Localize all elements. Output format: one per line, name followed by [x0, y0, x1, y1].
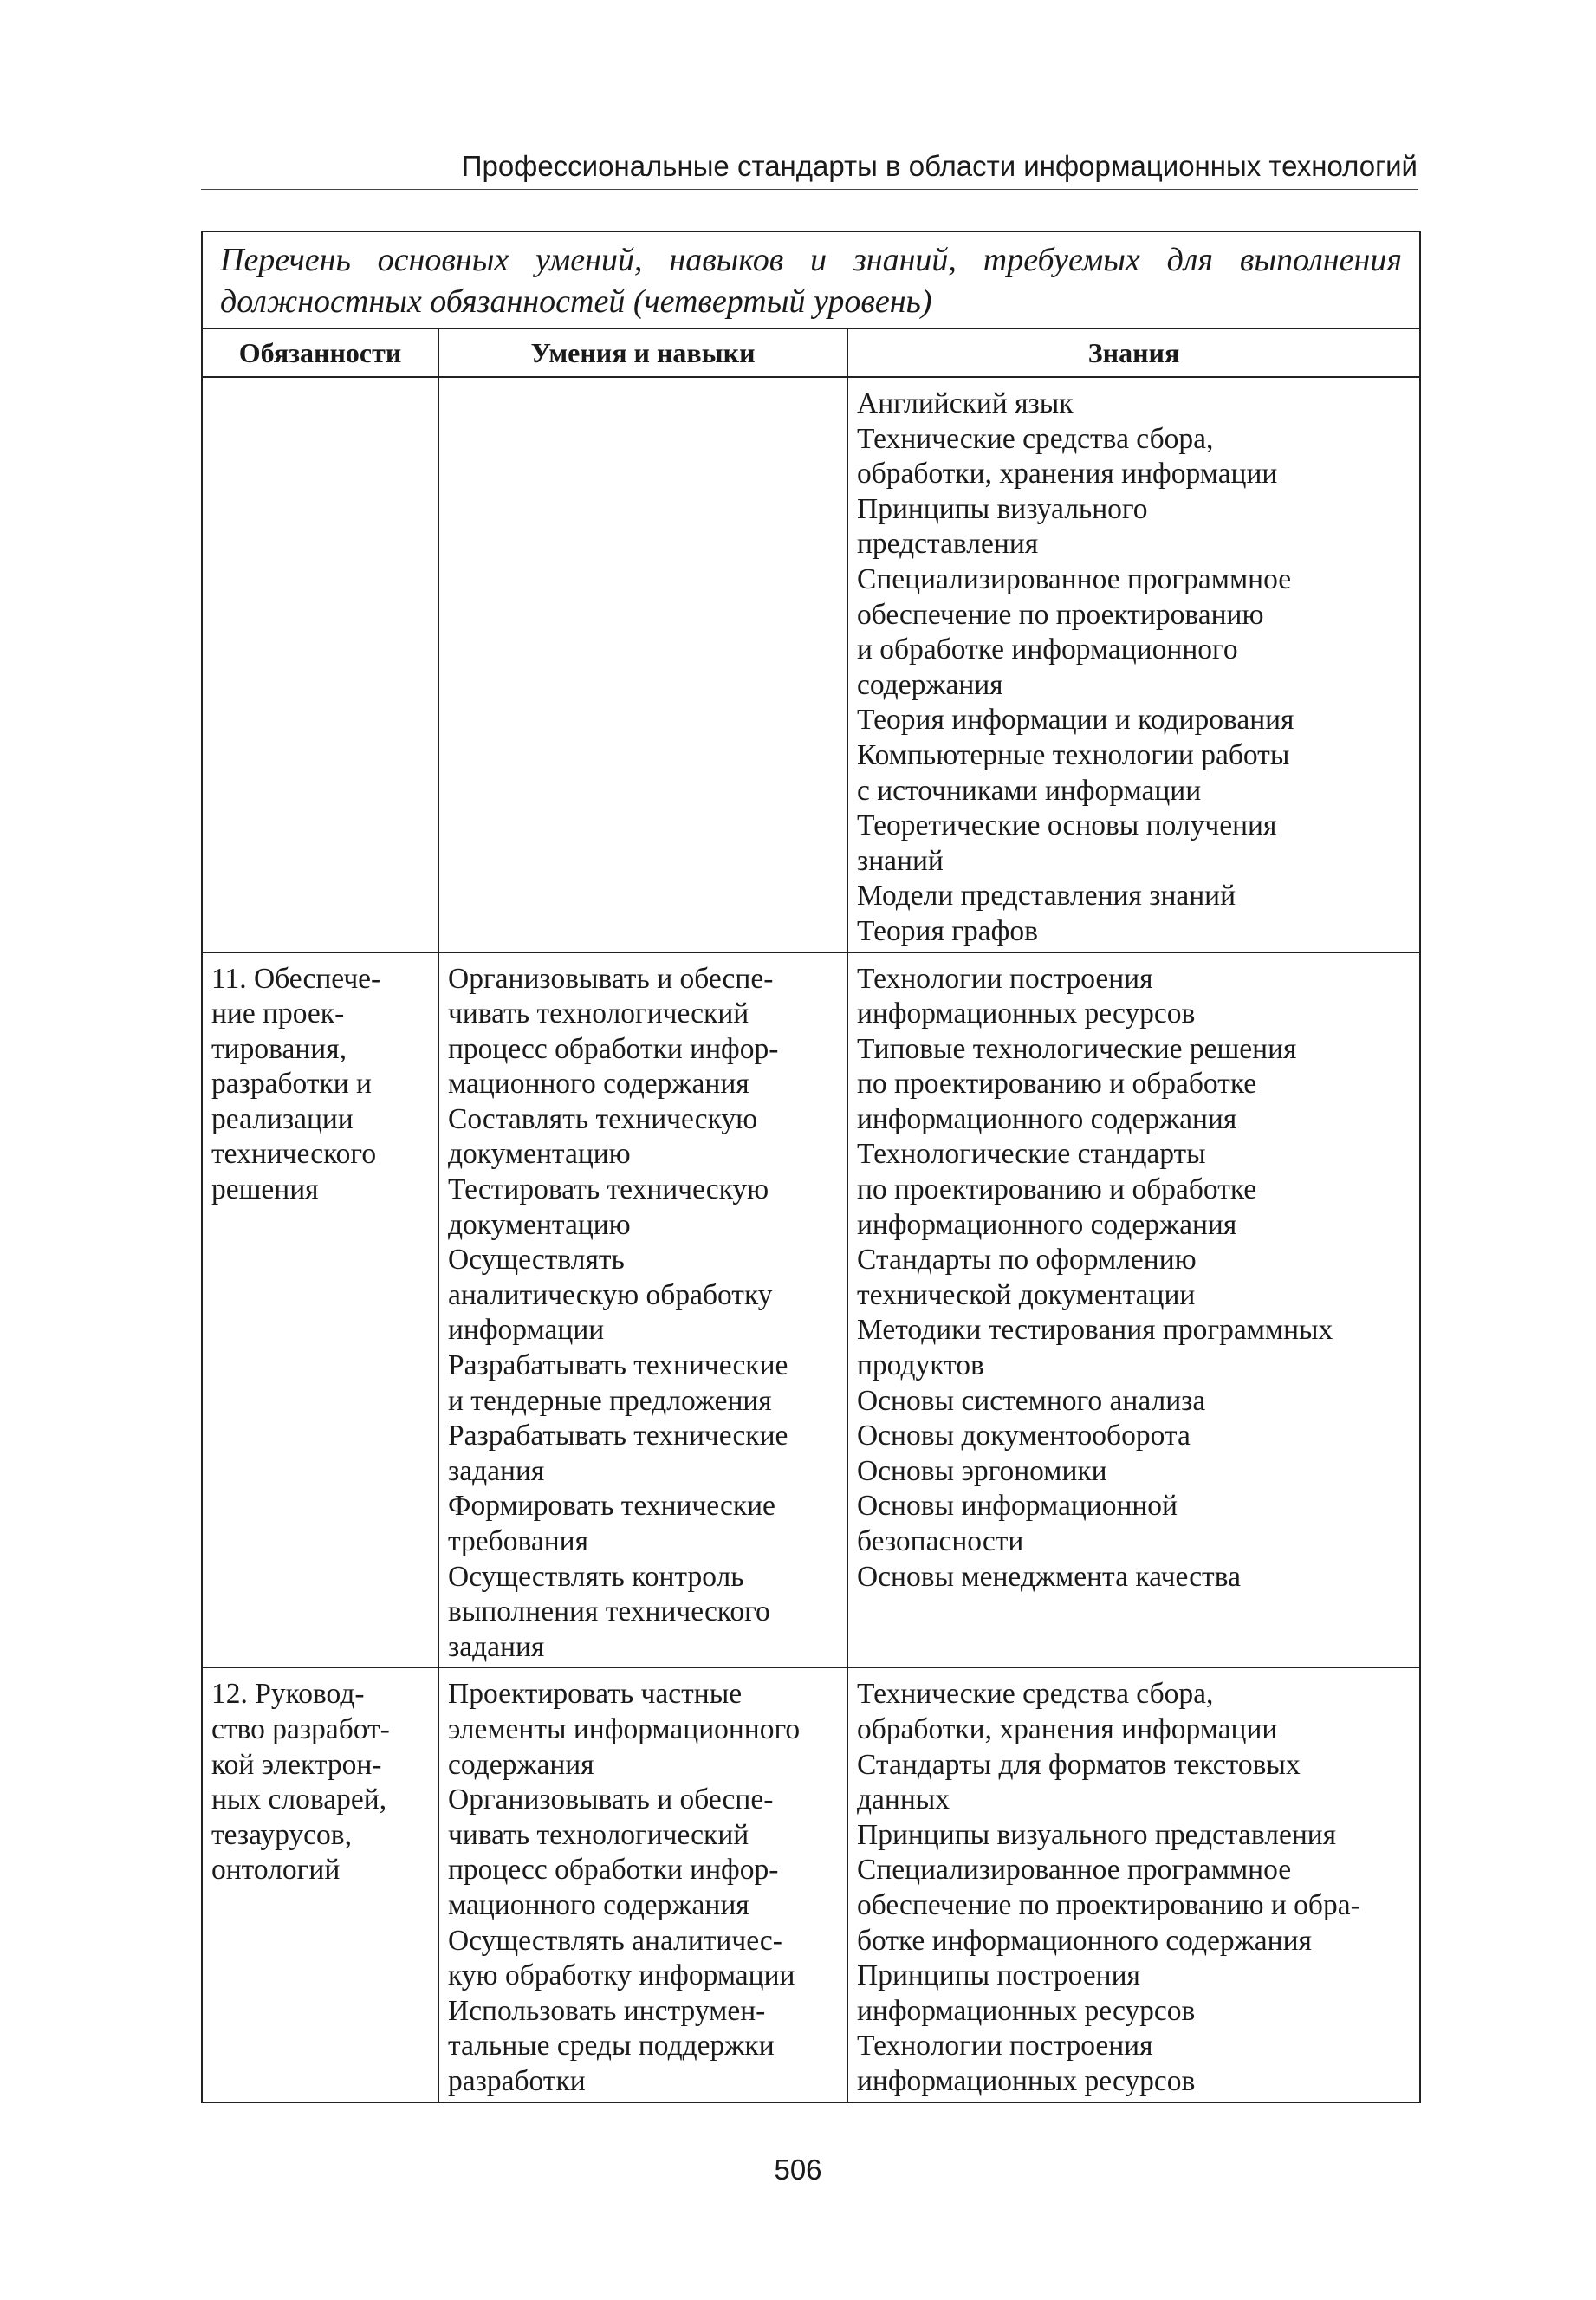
cell-line: информационного содержания [857, 1102, 1237, 1135]
cell-line: обеспечение по проектированию [857, 598, 1264, 631]
cell-line: с источниками информации [857, 774, 1202, 807]
cell-line: разработки [448, 2064, 586, 2097]
skills-cell [438, 952, 847, 1668]
cell-line: Составлять техническую [448, 1102, 758, 1135]
cell-line: выполнения технического [448, 1595, 770, 1628]
cell-line: задания [448, 1630, 545, 1663]
cell-line: тезаурусов, [211, 1818, 352, 1851]
cell-line: Основы системного анализа [857, 1384, 1206, 1417]
table-body [202, 377, 1420, 2102]
duties-skills-knowledge-table [201, 231, 1421, 2103]
cell-line: Специализированное программное [857, 562, 1292, 595]
cell-line: Осуществлять контроль [448, 1560, 744, 1593]
cell-line: Теория информации и кодирования [857, 704, 1294, 737]
cell-line: Стандарты по оформлению [857, 1244, 1197, 1277]
cell-line: онтологий [211, 1854, 341, 1887]
cell-line: Организовывать и обеспе- [448, 962, 774, 995]
table-caption: Перечень основных умений, навыков и знаний, требуемых для выполнения должностных обязанностей (четвертый уровень) [202, 231, 1420, 328]
cell-line: мационного содержания [448, 1068, 749, 1101]
cell-line: тальные среды поддержки [448, 2030, 775, 2063]
cell-line: обработки, хранения информации [857, 1712, 1278, 1745]
table-row [202, 377, 1420, 952]
cell-line: задания [448, 1454, 545, 1487]
duties-cell [202, 952, 438, 1668]
cell-line: представления [857, 528, 1039, 561]
duties-cell [202, 377, 438, 952]
cell-line: реализации [211, 1102, 354, 1135]
cell-line: ство разработ- [211, 1712, 390, 1745]
skills-cell [438, 1667, 847, 2102]
cell-line: обработки, хранения информации [857, 458, 1278, 491]
cell-line: кой электрон- [211, 1748, 382, 1781]
cell-line: технического [211, 1138, 377, 1171]
cell-line: технической документации [857, 1278, 1196, 1311]
cell-line: знаний [857, 844, 944, 877]
cell-line: Модели представления знаний [857, 880, 1236, 913]
cell-line: Основы менеджмента качества [857, 1560, 1241, 1593]
cell-line: Осуществлять [448, 1244, 625, 1277]
cell-line: Типовые технологические решения [857, 1032, 1297, 1065]
cell-line: информационного содержания [857, 1208, 1237, 1241]
cell-line: ботке информационного содержания [857, 1924, 1312, 1957]
cell-line: аналитическую обработку [448, 1278, 773, 1311]
cell-line: Разрабатывать технические [448, 1420, 788, 1452]
cell-line: Принципы построения [857, 1959, 1140, 1992]
cell-line: ние проек- [211, 997, 345, 1030]
cell-line: кую обработку информации [448, 1959, 795, 1992]
cell-line: 11. Обеспече- [211, 962, 381, 995]
cell-line: Стандарты для форматов текстовых [857, 1748, 1301, 1781]
cell-line: Основы эргономики [857, 1454, 1107, 1487]
cell-line: Технологические стандарты [857, 1138, 1206, 1171]
cell-line: и тендерные предложения [448, 1384, 772, 1417]
knowledge-cell [847, 377, 1420, 952]
cell-line: требования [448, 1525, 588, 1557]
cell-line: документацию [448, 1138, 631, 1171]
cell-line: содержания [448, 1748, 594, 1781]
knowledge-cell [847, 1667, 1420, 2102]
column-header-duties: Обязанности [202, 328, 438, 377]
cell-line: Формировать технические [448, 1490, 775, 1523]
cell-line: по проектированию и обработке [857, 1173, 1257, 1206]
cell-line: информационных ресурсов [857, 2064, 1196, 2097]
cell-line: тирования, [211, 1032, 347, 1065]
cell-line: Английский язык [857, 387, 1074, 419]
skills-cell [438, 377, 847, 952]
cell-line: Компьютерные технологии работы [857, 738, 1290, 771]
cell-line: Тестировать техническую [448, 1173, 769, 1206]
cell-line: по проектированию и обработке [857, 1068, 1257, 1101]
cell-line: чивать технологический [448, 1818, 749, 1851]
cell-line: 12. Руковод- [211, 1678, 365, 1711]
cell-line: элементы информационного [448, 1712, 801, 1745]
cell-line: информационных ресурсов [857, 997, 1196, 1030]
cell-line: Принципы визуального [857, 492, 1148, 525]
cell-line: безопасности [857, 1525, 1024, 1557]
cell-line: Основы информационной [857, 1490, 1178, 1523]
cell-line: информационных ресурсов [857, 1994, 1196, 2027]
cell-line: мационного содержания [448, 1888, 749, 1921]
cell-line: Специализированное программное [857, 1854, 1292, 1887]
cell-line: Технические средства сбора, [857, 1678, 1214, 1711]
cell-line: Теоретические основы получения [857, 809, 1277, 842]
cell-line: Организовывать и обеспе- [448, 1783, 774, 1816]
cell-line: Основы документооборота [857, 1420, 1191, 1452]
cell-line: документацию [448, 1208, 631, 1241]
cell-line: Технические средства сбора, [857, 422, 1214, 455]
cell-line: Разрабатывать технические [448, 1349, 788, 1382]
table-header-row [202, 328, 1420, 377]
table-caption-row [202, 231, 1420, 328]
column-header-knowledge: Знания [847, 328, 1420, 377]
cell-line: продуктов [857, 1349, 984, 1382]
cell-line: Проектировать частные [448, 1678, 743, 1711]
cell-line: процесс обработки инфор- [448, 1032, 779, 1065]
table-row [202, 1667, 1420, 2102]
cell-line: ных словарей, [211, 1783, 387, 1816]
page-number: 506 [774, 2154, 822, 2186]
cell-line: содержания [857, 668, 1003, 701]
cell-line: процесс обработки инфор- [448, 1854, 779, 1887]
column-header-skills: Умения и навыки [438, 328, 847, 377]
cell-line: и обработке информационного [857, 633, 1238, 666]
cell-line: Технологии построения [857, 2030, 1153, 2063]
cell-line: Принципы визуального представления [857, 1818, 1337, 1851]
cell-line: данных [857, 1783, 950, 1816]
cell-line: чивать технологический [448, 997, 749, 1030]
duties-cell [202, 1667, 438, 2102]
cell-line: Методики тестирования программных [857, 1314, 1333, 1347]
cell-line: Теория графов [857, 914, 1038, 947]
cell-line: Осуществлять аналитичес- [448, 1924, 782, 1957]
table-row [202, 952, 1420, 1668]
cell-line: информации [448, 1314, 605, 1347]
cell-line: разработки и [211, 1068, 372, 1101]
cell-line: обеспечение по проектированию и обра- [857, 1888, 1360, 1921]
cell-line: решения [211, 1173, 319, 1206]
cell-line: Технологии построения [857, 962, 1153, 995]
running-header: Профессиональные стандарты в области информационных технологий [201, 149, 1418, 190]
cell-line: Использовать инструмен- [448, 1994, 766, 2027]
knowledge-cell [847, 952, 1420, 1668]
